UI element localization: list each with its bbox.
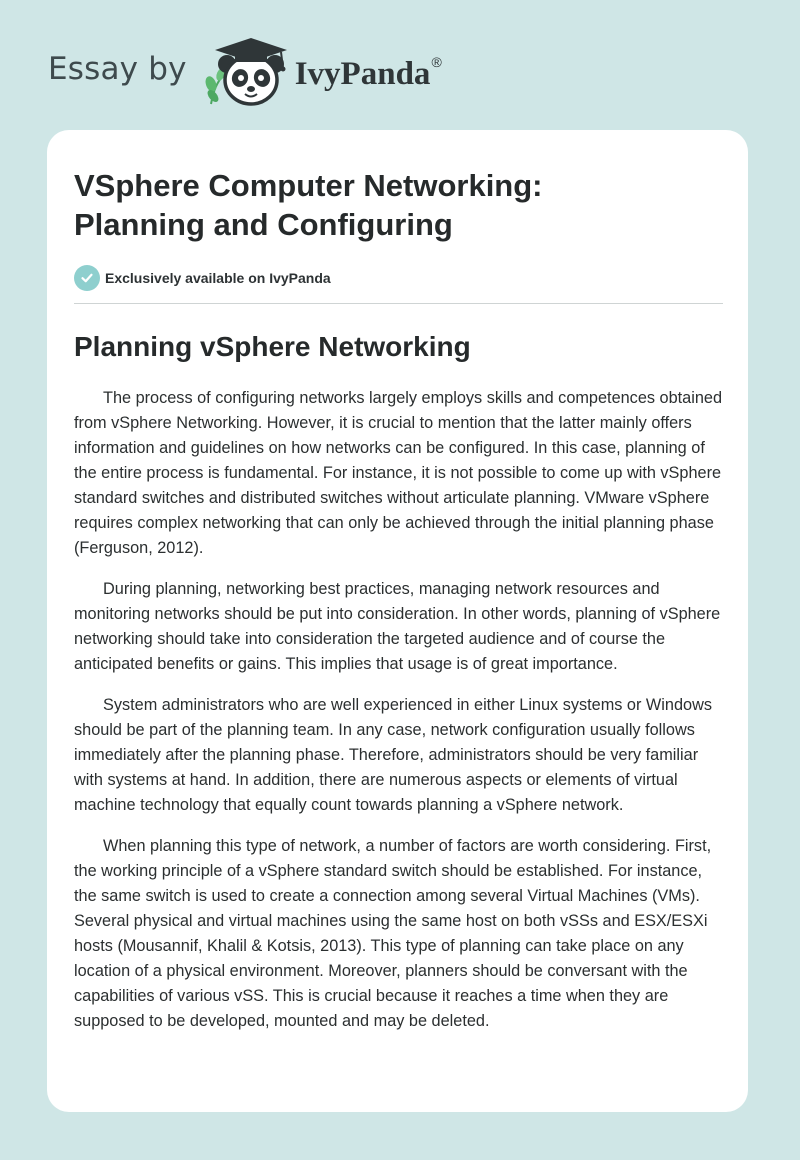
registered-mark: ® [431,54,442,70]
paragraph: During planning, networking best practices, managing network resources and monitoring networks should be put into consideration. In other words, planning of vSphere networking should take into consideration the targeted audience and of course the anticipated benefits or gains. This implies that usage is of great importance. [74,580,721,673]
paragraph: The process of configuring networks largely employs skills and competences obtained from vSphere Networking. However, it is crucial to mention that the latter mainly offers information and guidelines on how networks can be configured. In this case, planning of the entire process is fundamental. For instance, it is not possible to come up with vSphere standard switches and distributed switches without articulate planning. VMware vSphere requires complex networking that can only be achieved through the initial planning phase (Ferguson, 2012). [74,389,723,557]
divider [74,303,723,304]
site-header [48,34,442,110]
essay-title-line-2: Planning and Configuring [74,207,453,242]
essay-card [47,130,748,1112]
essay-body [74,386,722,1034]
exclusive-badge [74,265,722,291]
exclusive-badge-text: Exclusively available on IvyPanda [105,270,331,286]
check-circle-icon [74,265,100,291]
section-heading: Planning vSphere Networking [74,331,471,362]
paragraph: System administrators who are well experienced in either Linux systems or Windows should be part of the planning team. In any case, network configuration usually follows immediately after the planning phase. Therefore, administrators should be very familiar with systems at hand. In addition, there are numerous aspects or elements of virtual machine technology that equally count towards planning a vSphere network. [74,696,712,814]
paragraph: When planning this type of network, a number of factors are worth considering. First, the working principle of a vSphere standard switch should be established. For instance, the same switch is used to create a connection among several Virtual Machines (VMs). Several physical and virtual machines using the same host on both vSSs and ESX/ESXi hosts (Mousannif, Khalil & Kotsis, 2013). This type of planning can take place on any location of a physical environment. Moreover, planners should be conversant with the capabilities of various vSS. This is crucial because it reaches a time when they are supposed to be developed, mounted and may be deleted. [74,837,712,1030]
essay-by-label: Essay by [48,51,187,87]
essay-title [74,166,722,244]
ivypanda-brand-name[interactable]: IvyPanda [294,55,431,92]
panda-graduate-logo-icon [201,34,293,110]
essay-title-line-1: VSphere Computer Networking: [74,168,543,203]
